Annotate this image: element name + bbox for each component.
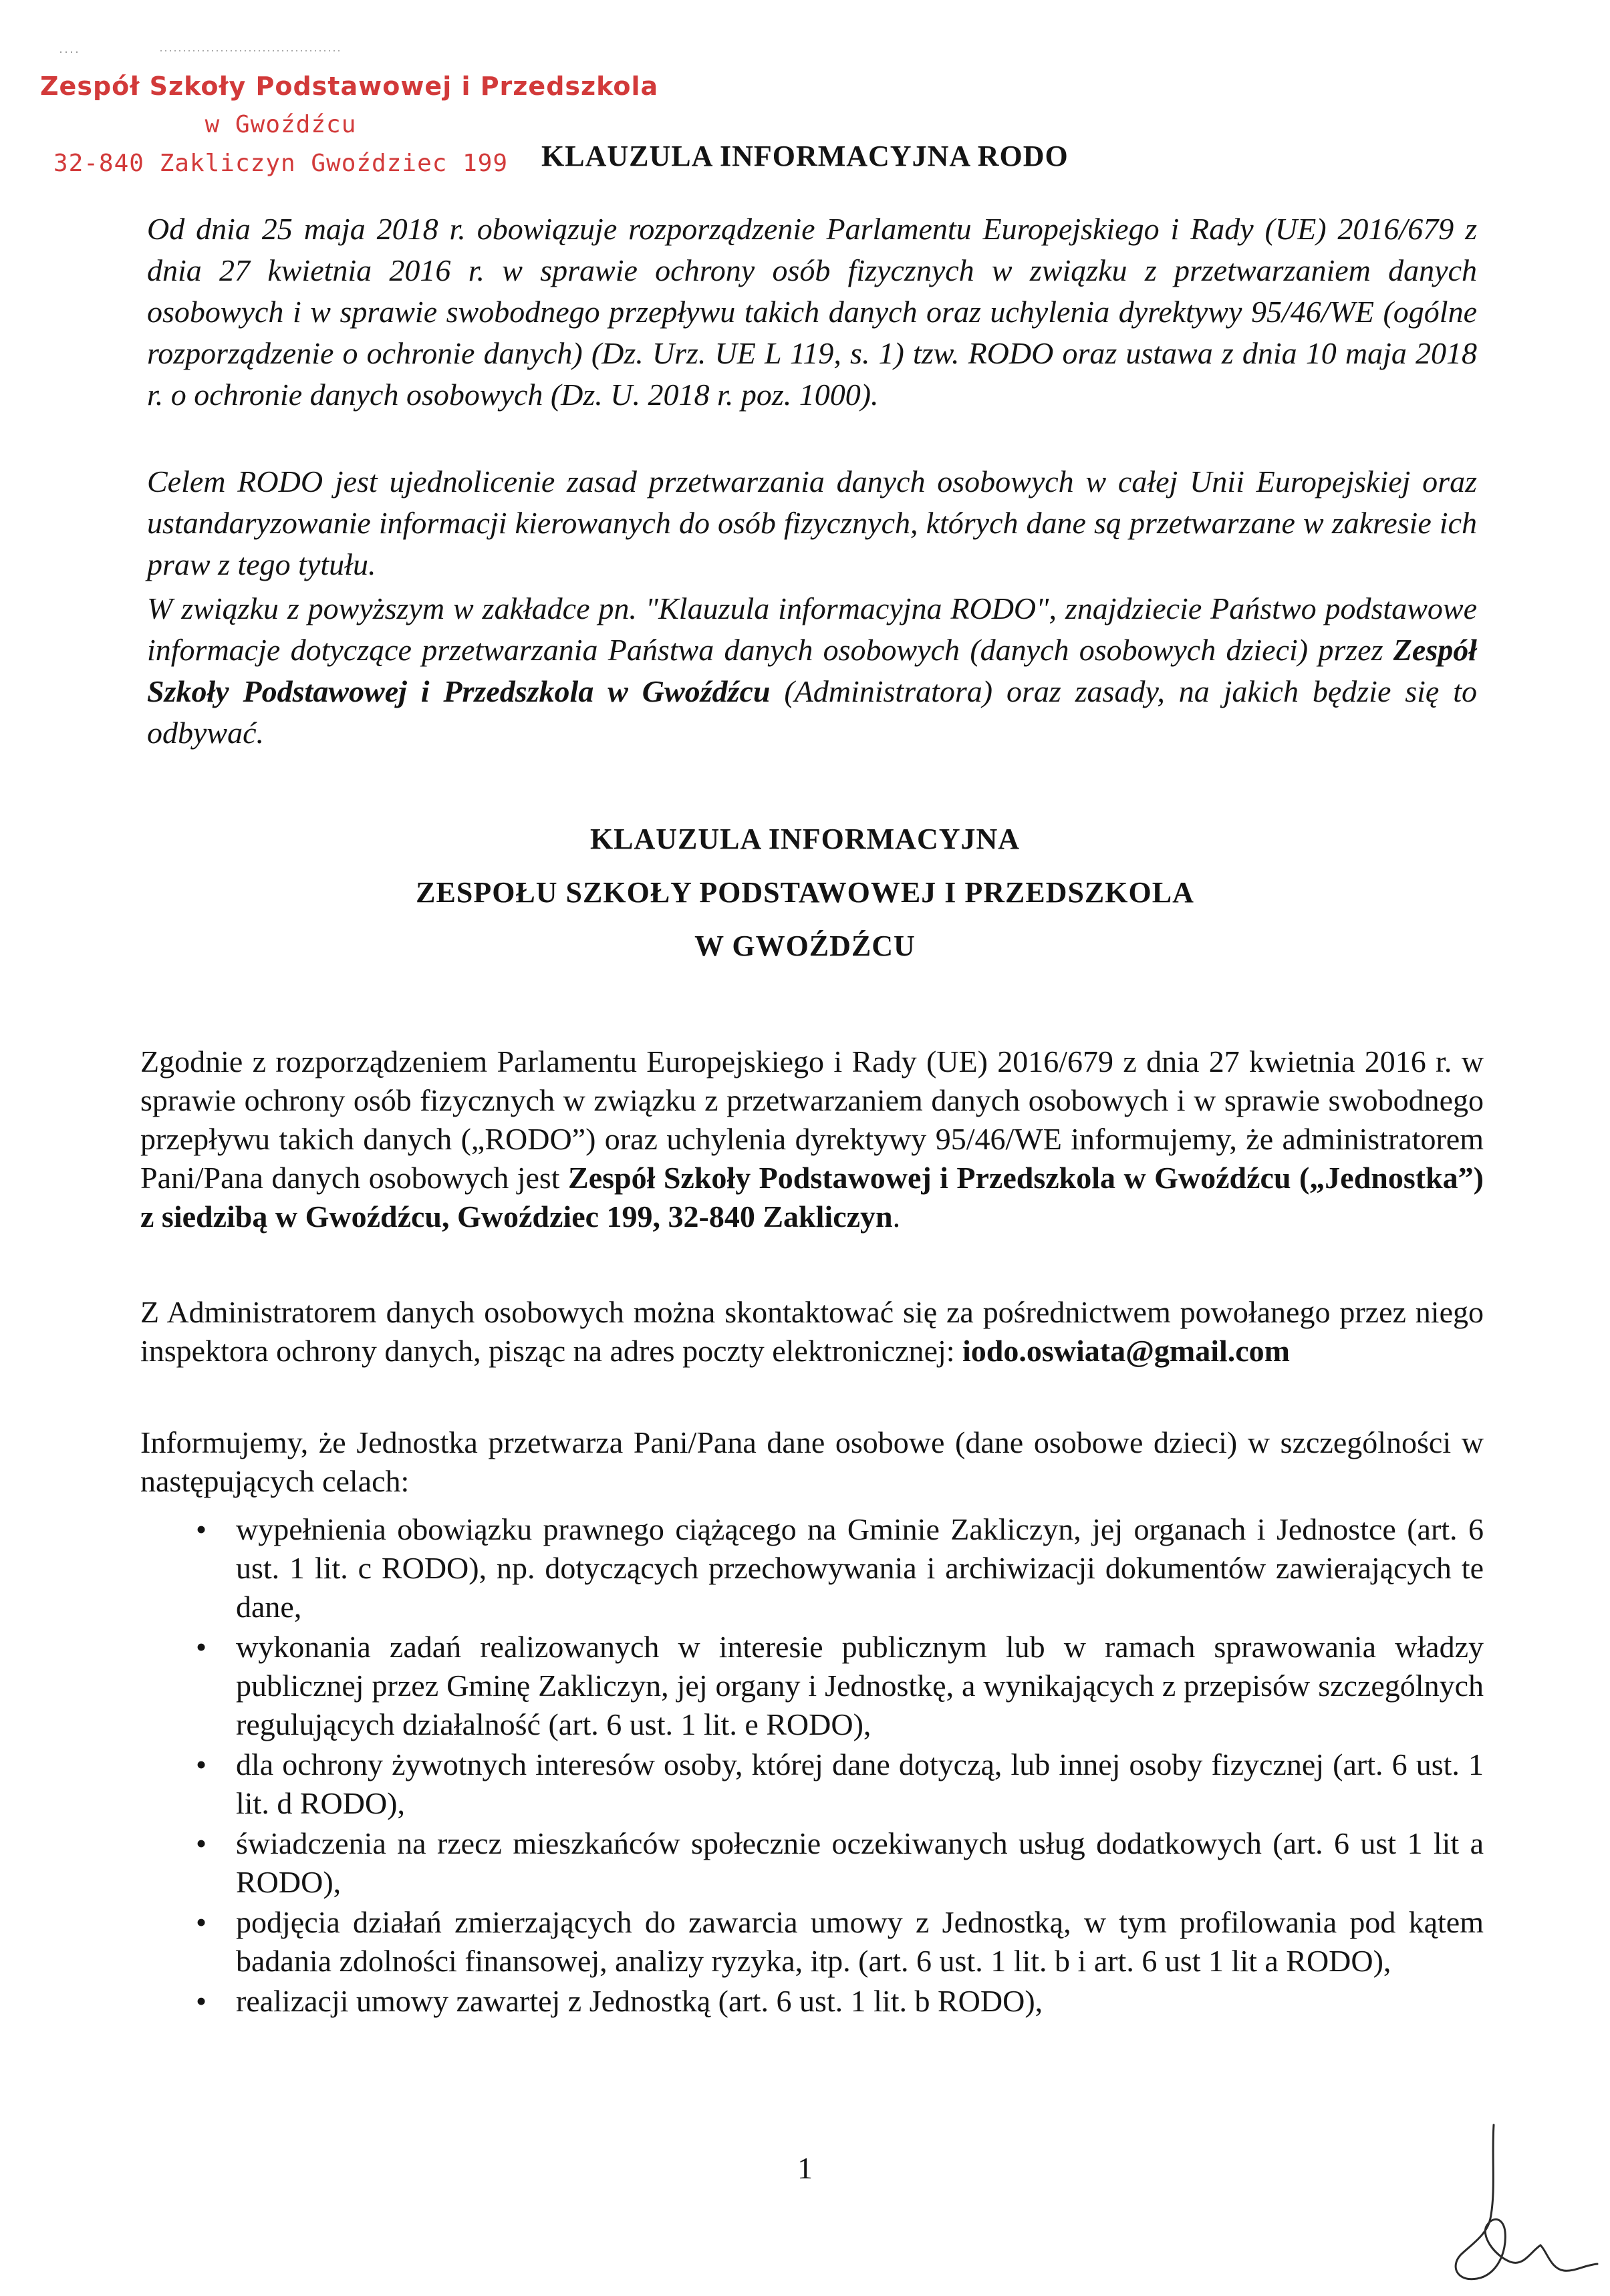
purposes-paragraph: Informujemy, że Jednostka przetwarza Pani/Pana dane osobowe (dane osobowe dzieci) w szczególności w następujących celach: [140, 1425, 1484, 1498]
bullet-icon: • [196, 1984, 207, 2018]
section-heading-line-2: ZESPOŁU SZKOŁY PODSTAWOWEJ I PRZEDSZKOLA [416, 876, 1194, 909]
stamp-line-1: Zespół Szkoły Podstawowej i Przedszkola [40, 71, 659, 101]
list-item [177, 1628, 1484, 1744]
bullet-icon: • [196, 1905, 207, 1939]
purposes-list [177, 1510, 1484, 2022]
section-heading-line-3: W GWOŹDŹCU [694, 929, 916, 962]
para2-text: Z Administratorem danych osobowych można skontaktować się za pośrednictwem powołanego przez niego inspektora ochrony danych, pisząc na adres poczty elektronicznej: [140, 1295, 1484, 1368]
list-item-text: podjęcia działań zmierzających do zawarcia umowy z Jednostką, w tym profilowania pod kątem badania zdolności finansowej, analizy ryzyka, itp. (art. 6 ust. 1 lit. b i art. 6 ust 1 lit a RODO), [236, 1905, 1484, 1978]
list-item [177, 1824, 1484, 1902]
list-item-text: świadczenia na rzecz mieszkańców społecznie oczekiwanych usług dodatkowych (art. 6 ust 1 lit a RODO), [236, 1826, 1484, 1899]
administrator-paragraph [140, 1042, 1484, 1236]
intro3-text-after: (Administratora) oraz zasady, na jakich będzie się to odbywać. [147, 674, 1477, 750]
section-heading-line-1: KLAUZULA INFORMACYJNA [589, 823, 1021, 855]
bullet-icon: • [196, 1630, 207, 1664]
intro-paragraph-1: Od dnia 25 maja 2018 r. obowiązuje rozporządzenie Parlamentu Europejskiego i Rady (UE) 2016/679 z dnia 27 kwietnia 2016 r. w sprawie ochrony osób fizycznych w związku z przetwarzaniem danych osobowych i w sprawie swobodnego przepływu takich danych oraz uchylenia dyrektywy 95/46/WE (ogólne rozporządzenie o ochronie danych) (Dz. Urz. UE L 119, s. 1) tzw. RODO oraz ustawa z dnia 10 maja 2018 r. o ochronie danych osobowych (Dz. U. 2018 r. poz. 1000). [147, 212, 1477, 412]
document-title: KLAUZULA INFORMACYJNA RODO [541, 140, 1069, 172]
list-item-text: wypełnienia obowiązku prawnego ciążącego na Gminie Zakliczyn, jej organach i Jednostce (art. 6 ust. 1 lit. c RODO), np. dotyczących przechowywania i archiwizacji dokumentów zawierających te dane, [236, 1512, 1484, 1624]
list-item [177, 1903, 1484, 1981]
handwritten-signature-icon [1430, 2118, 1604, 2292]
stamp-line-3: 32-840 Zakliczyn Gwoździec 199 [53, 150, 509, 177]
list-item-text: dla ochrony żywotnych interesów osoby, której dane dotyczą, lub innej osoby fizycznej (art. 6 ust. 1 lit. d RODO), [236, 1747, 1484, 1820]
bullet-icon: • [196, 1747, 207, 1781]
school-stamp [40, 67, 659, 183]
list-item [177, 1745, 1484, 1823]
intro3-text-before: W związku z powyższym w zakładce pn. "Klauzula informacyjna RODO", znajdziecie Państwo podstawowe informacje dotyczące przetwarzania Państwa danych osobowych (danych osobowych dzieci) przez [147, 591, 1477, 667]
contact-email: iodo.oswiata@gmail.com [962, 1334, 1291, 1368]
contact-paragraph [140, 1293, 1484, 1371]
administrator-name: Zespół Szkoły Podstawowej i Przedszkola w Gwoźdźcu („Jednostka”) z siedzibą w Gwoźdźcu, Gwoździec 199, 32-840 Zakliczyn [140, 1161, 1484, 1234]
intro-paragraph-2: Celem RODO jest ujednolicenie zasad przetwarzania danych osobowych w całej Unii Europejskiej oraz ustandaryzowanie informacji kierowanych do osób fizycznych, których dane są przetwarzane w zakresie ich praw z tego tytułu. [147, 464, 1477, 581]
bullet-icon: • [196, 1512, 207, 1546]
page-number: 1 [797, 2151, 813, 2185]
bullet-icon: • [196, 1826, 207, 1860]
list-item-text: wykonania zadań realizowanych w interesie publicznym lub w ramach sprawowania władzy publicznej przez Gminę Zakliczyn, jej organy i Jednostkę, a wynikających z przepisów szczególnych regulujących działalność (art. 6 ust. 1 lit. e RODO), [236, 1630, 1484, 1741]
list-item [177, 1982, 1484, 2021]
intro3-school-name: Zespół Szkoły Podstawowej i Przedszkola w Gwoźdźcu [147, 633, 1477, 708]
list-item [177, 1510, 1484, 1626]
stamp-line-2: w Gwoźdźcu [205, 111, 357, 138]
list-item-text: realizacji umowy zawartej z Jednostką (art. 6 ust. 1 lit. b RODO), [236, 1984, 1043, 2018]
para1-text-after: . [892, 1199, 901, 1234]
para1-text-before: Zgodnie z rozporządzeniem Parlamentu Europejskiego i Rady (UE) 2016/679 z dnia 27 kwietnia 2016 r. w sprawie ochrony osób fizycznych w związku z przetwarzaniem danych osobowych i w sprawie swobodnego przepływu takich danych („RODO”) oraz uchylenia dyrektywy 95/46/WE informujemy, że administratorem Pani/Pana danych osobowych jest [140, 1044, 1484, 1195]
scan-specks [60, 47, 461, 60]
intro-paragraph-3 [147, 588, 1477, 754]
